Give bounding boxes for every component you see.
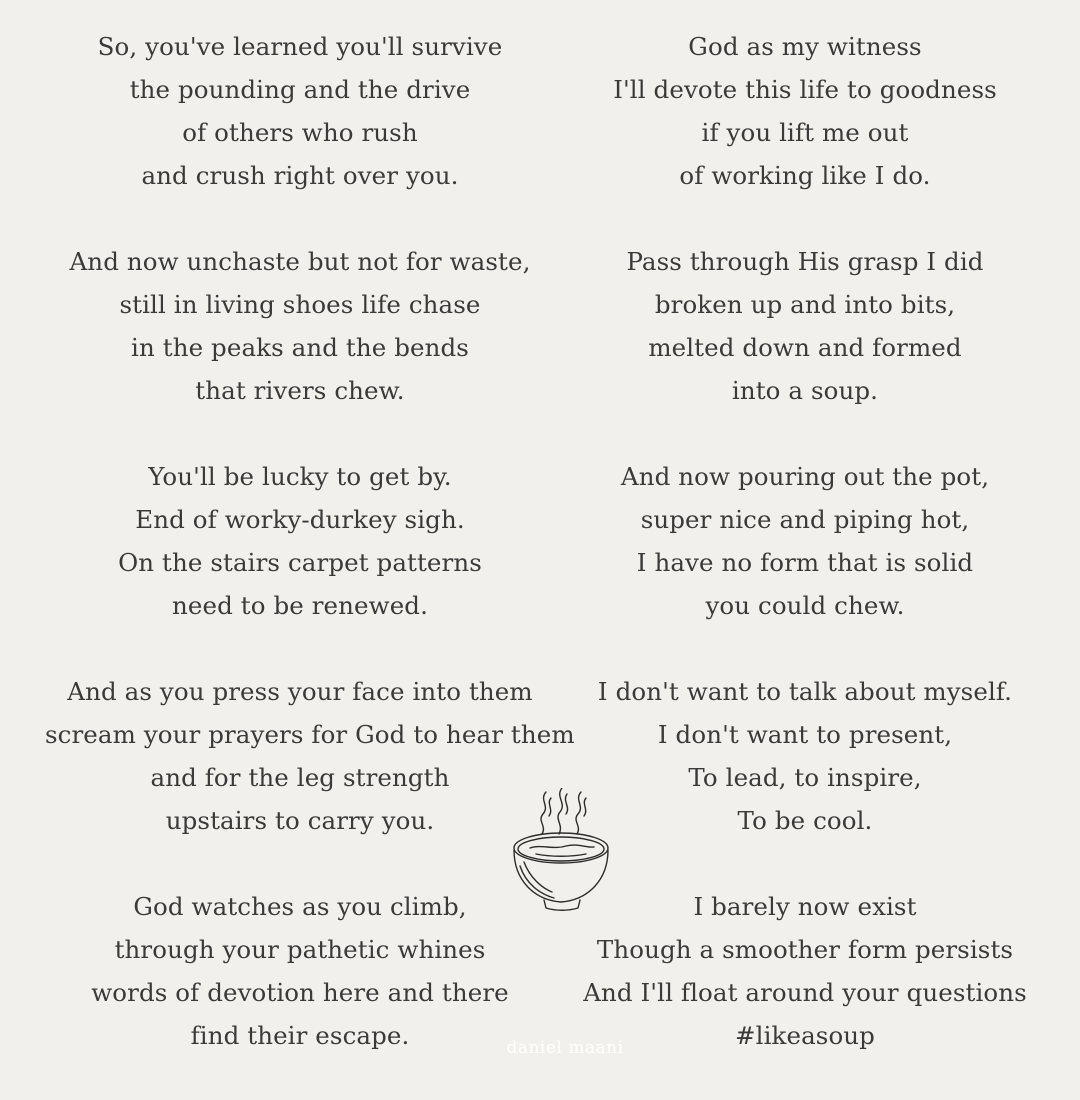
poem-line: I have no form that is solid [636,548,974,577]
poem-line: I don't want to present, [657,720,953,749]
poem-line: #likeasoup [735,1021,875,1050]
poem-line: And now pouring out the pot, [620,462,990,491]
poem-line: And now unchaste but not for waste, [69,247,531,276]
poem-line: you could chew. [705,591,905,620]
poem-line: And I'll float around your questions [583,978,1027,1007]
poem-line: into a soup. [731,376,879,405]
poem-line: melted down and formed [648,333,962,362]
stanza [45,670,575,842]
poem-line: upstairs to carry you. [165,806,435,835]
poem-line: I don't want to talk about myself. [597,677,1013,706]
poem-line: if you lift me out [701,118,909,147]
poem-line: that rivers chew. [195,376,405,405]
poem-line: of others who rush [182,118,418,147]
soup-bowl-icon [506,788,616,916]
stanza [555,240,1055,412]
poem-line: Pass through His grasp I did [626,247,984,276]
poem-line: through your pathetic whines [114,935,486,964]
stanza [45,240,555,412]
poem-line: God as my witness [688,32,922,61]
poem-line: and crush right over you. [141,161,459,190]
stanza [45,455,555,627]
poem-line: and for the leg strength [150,763,450,792]
poem-line: still in living shoes life chase [119,290,481,319]
poem-line: So, you've learned you'll survive [97,32,503,61]
poem-line: find their escape. [190,1021,410,1050]
poem-line: scream your prayers for God to hear them [45,720,575,749]
poem-line: You'll be lucky to get by. [148,462,452,491]
poem-line: I barely now exist [693,892,917,921]
poem-line: Though a smoother form persists [596,935,1014,964]
poem-line: broken up and into bits, [654,290,956,319]
stanza [45,25,555,197]
poem-line: I'll devote this life to goodness [613,75,997,104]
poem-line: need to be renewed. [172,591,428,620]
poem-line: God watches as you climb, [133,892,467,921]
poem-line: And as you press your face into them [67,677,533,706]
poem-line: To lead, to inspire, [688,763,922,792]
stanza [555,455,1055,627]
stanza [45,885,555,1057]
stanza [555,885,1055,1057]
right-poem-column [555,25,1055,1100]
stanza [555,670,1055,842]
poem-line: End of worky-durkey sigh. [135,505,465,534]
poem-line: words of devotion here and there [91,978,509,1007]
poem-line: super nice and piping hot, [640,505,970,534]
poem-line: On the stairs carpet patterns [118,548,482,577]
stanza [555,25,1055,197]
poem-line: To be cool. [737,806,873,835]
poem-line: the pounding and the drive [129,75,471,104]
poem-line: of working like I do. [679,161,931,190]
poem-line: in the peaks and the bends [131,333,469,362]
author-signature: daniel maani [506,1038,624,1058]
